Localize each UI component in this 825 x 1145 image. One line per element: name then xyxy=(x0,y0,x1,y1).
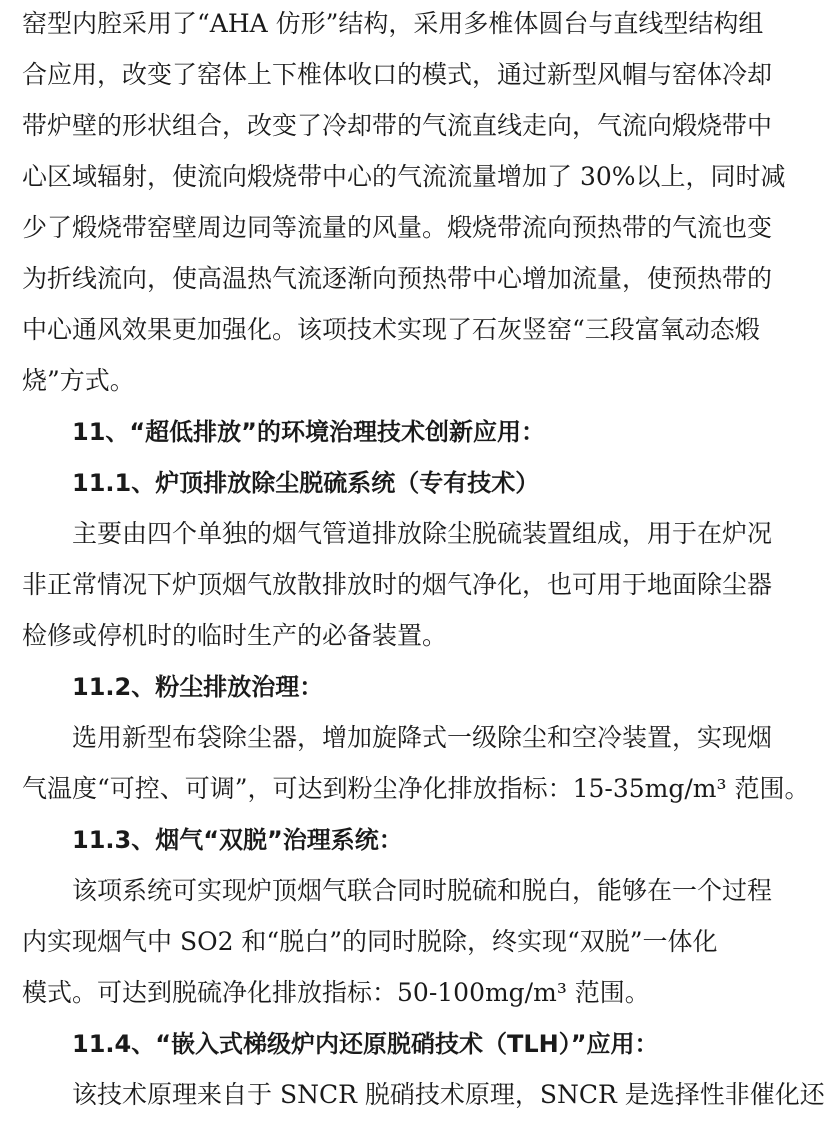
paragraph-line: 中心通风效果更加强化。该项技术实现了石灰竖窑“三段富氧动态煅 xyxy=(22,315,760,344)
paragraph-line: 少了煅烧带窑壁周边同等流量的风量。煅烧带流向预热带的气流也变 xyxy=(22,213,773,242)
paragraph-line: 该技术原理来自于 SNCR 脱硝技术原理，SNCR 是选择性非催化还 xyxy=(72,1080,825,1109)
section-heading-11-1: 11.1、炉顶排放除尘脱硫系统（专有技术） xyxy=(72,469,540,497)
paragraph-line: 非正常情况下炉顶烟气放散排放时的烟气净化，也可用于地面除尘器 xyxy=(22,570,773,599)
section-heading-11-4: 11.4、“嵌入式梯级炉内还原脱硝技术（TLH）”应用： xyxy=(72,1030,659,1058)
paragraph-line: 模式。可达到脱硫净化排放指标：50-100mg/m³ 范围。 xyxy=(22,978,650,1007)
paragraph-line: 合应用，改变了窑体上下椎体收口的模式，通过新型风帽与窑体冷却 xyxy=(22,60,773,89)
paragraph-line: 窑型内腔采用了“AHA 仿形”结构，采用多椎体圆台与直线型结构组 xyxy=(22,9,764,38)
paragraph-line: 带炉壁的形状组合，改变了冷却带的气流直线走向，气流向煅烧带中 xyxy=(22,111,773,140)
paragraph-line: 心区域辐射，使流向煅烧带中心的气流流量增加了 30%以上，同时减 xyxy=(22,162,786,191)
paragraph-line: 选用新型布袋除尘器，增加旋降式一级除尘和空冷装置，实现烟 xyxy=(72,723,773,752)
paragraph-line: 检修或停机时的临时生产的必备装置。 xyxy=(22,621,448,650)
section-heading-11-2: 11.2、粉尘排放治理： xyxy=(72,673,324,701)
paragraph-line: 气温度“可控、可调”，可达到粉尘净化排放指标：15-35mg/m³ 范围。 xyxy=(22,774,810,803)
paragraph-line: 内实现烟气中 SO2 和“脱白”的同时脱除，终实现“双脱”一体化 xyxy=(22,927,718,956)
section-heading-11: 11、“超低排放”的环境治理技术创新应用： xyxy=(72,418,545,446)
paragraph-line: 为折线流向，使高温热气流逐渐向预热带中心增加流量，使预热带的 xyxy=(22,264,773,293)
paragraph-line: 主要由四个单独的烟气管道排放除尘脱硫装置组成，用于在炉况 xyxy=(72,519,773,548)
paragraph-line: 该项系统可实现炉顶烟气联合同时脱硫和脱白，能够在一个过程 xyxy=(72,876,773,905)
paragraph-line: 烧”方式。 xyxy=(22,366,135,395)
section-heading-11-3: 11.3、烟气“双脱”治理系统： xyxy=(72,826,403,854)
